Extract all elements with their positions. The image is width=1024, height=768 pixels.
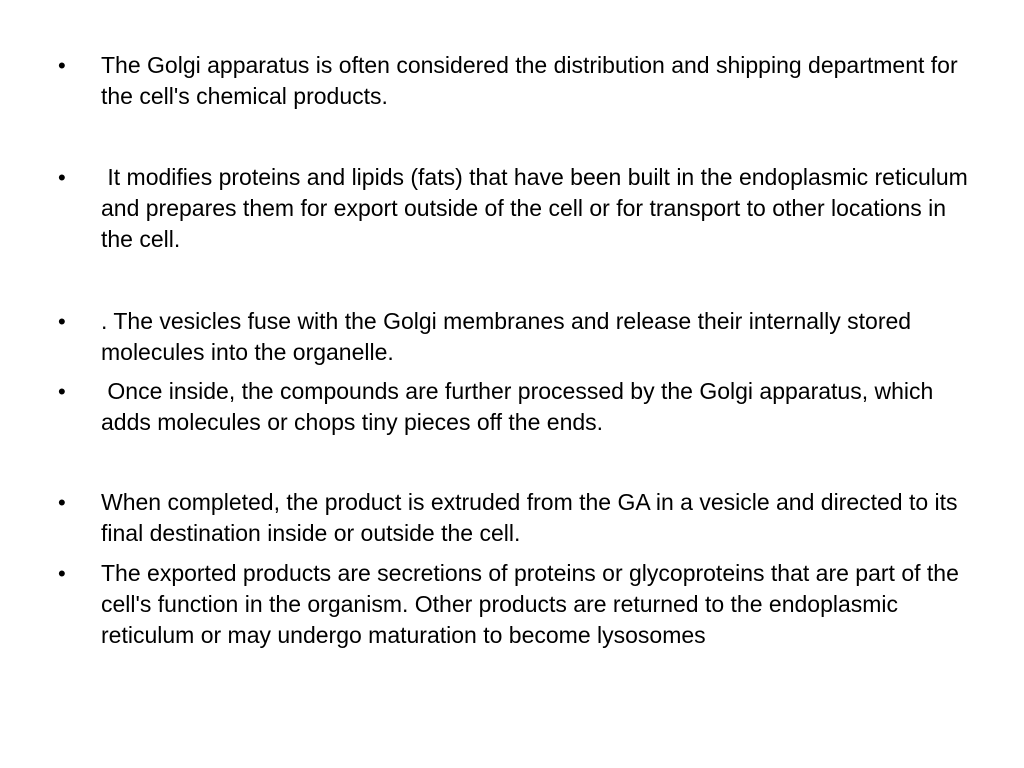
bullet-dot-icon: • [58, 309, 66, 334]
bullet-item [58, 306, 968, 368]
bullet-dot-icon: • [58, 561, 66, 586]
bullet-item [58, 558, 968, 651]
bullet-text: Once inside, the compounds are further processed by the Golgi apparatus, which adds molecules or chops tiny pieces off the ends. [101, 378, 940, 435]
bullet-list [58, 50, 975, 651]
bullet-item [58, 376, 968, 438]
bullet-item [58, 50, 968, 112]
bullet-dot-icon: • [58, 490, 66, 515]
bullet-item [58, 487, 968, 549]
bullet-text: When completed, the product is extruded from the GA in a vesicle and directed to its final destination inside or outside the cell. [101, 489, 964, 546]
bullet-text: The Golgi apparatus is often considered the distribution and shipping department for the cell's chemical products. [101, 52, 965, 109]
bullet-text: . The vesicles fuse with the Golgi membranes and release their internally stored molecules into the organelle. [101, 308, 918, 365]
bullet-text: The exported products are secretions of proteins or glycoproteins that are part of the cell's function in the organism. Other products are returned to the endoplasmic reticulum or may undergo maturation to become lysosomes [101, 560, 966, 648]
bullet-item [58, 162, 975, 255]
bullet-text: It modifies proteins and lipids (fats) that have been built in the endoplasmic reticulum and prepares them for export outside of the cell or for transport to other locations in the cell. [101, 164, 975, 252]
bullet-dot-icon: • [58, 53, 66, 78]
bullet-dot-icon: • [58, 379, 66, 404]
bullet-dot-icon: • [58, 165, 66, 190]
